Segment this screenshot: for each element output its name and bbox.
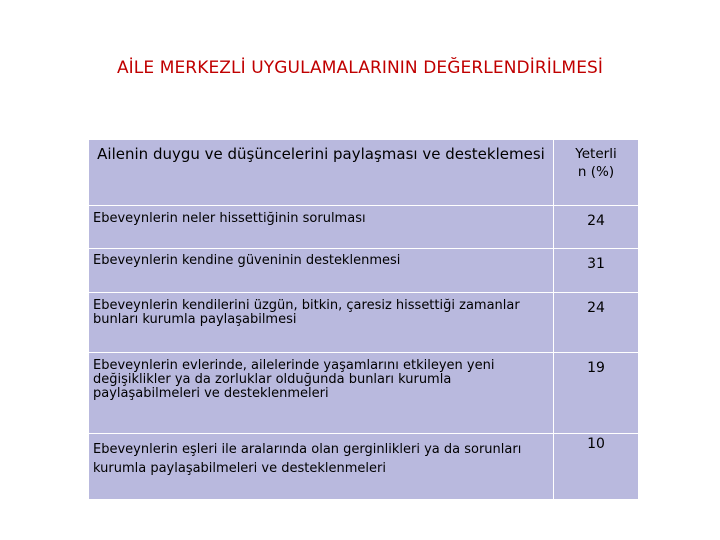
header-sufficient — [554, 140, 639, 206]
row-label: Ebeveynlerin kendilerini üzgün, bitkin, çaresiz hissettiği zamanlar bunları kurumla paylaşabilmesi — [89, 293, 554, 353]
table-row — [89, 353, 639, 434]
header-sufficient-label: Yeterli — [575, 146, 617, 162]
row-label: Ebeveynlerin neler hissettiğinin sorulması — [89, 206, 554, 249]
row-value: 10 — [554, 434, 639, 500]
table-header-row — [89, 140, 639, 206]
row-label: Ebeveynlerin kendine güveninin desteklenmesi — [89, 249, 554, 293]
evaluation-table — [88, 139, 639, 500]
header-category: Ailenin duygu ve düşüncelerini paylaşması ve desteklemesi — [89, 140, 554, 206]
table-row — [89, 249, 639, 293]
page-title: AİLE MERKEZLİ UYGULAMALARININ DEĞERLENDİRİLMESİ — [116, 58, 604, 78]
table-row — [89, 434, 639, 500]
row-value: 19 — [554, 353, 639, 434]
row-label: Ebeveynlerin eşleri ile aralarında olan gerginlikleri ya da sorunları kurumla paylaşabilmeleri ve desteklenmeleri — [89, 434, 554, 500]
table-row — [89, 293, 639, 353]
row-value: 24 — [554, 293, 639, 353]
table-row — [89, 206, 639, 249]
header-sufficient-unit: n (%) — [577, 164, 615, 180]
row-value: 31 — [554, 249, 639, 293]
row-label: Ebeveynlerin evlerinde, ailelerinde yaşamlarını etkileyen yeni değişiklikler ya da zorluklar olduğunda bunları kurumla paylaşabilmeleri ve desteklenmeleri — [89, 353, 554, 434]
row-value: 24 — [554, 206, 639, 249]
